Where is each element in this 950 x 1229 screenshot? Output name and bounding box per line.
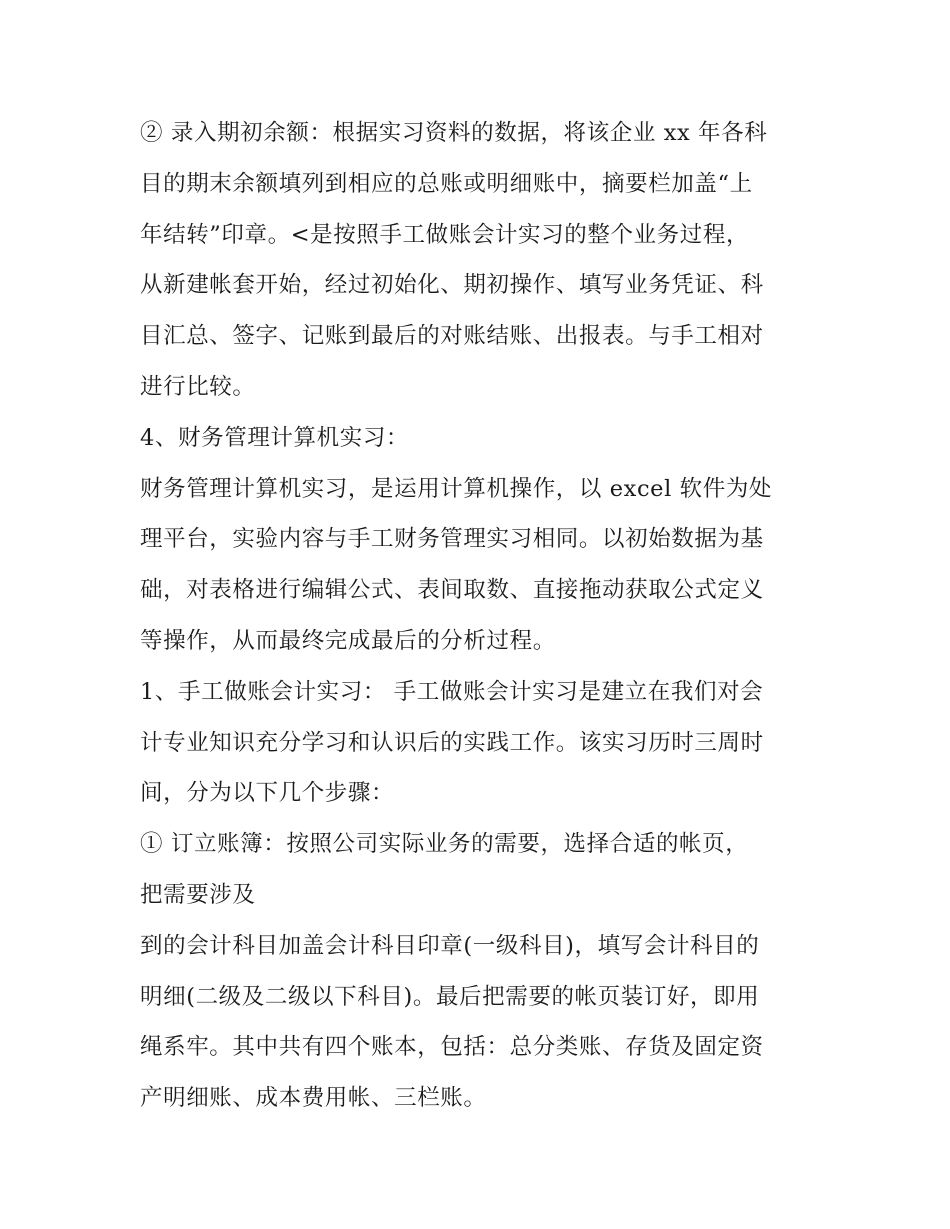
text-line: 明细(二级及二级以下科目)。最后把需要的帐页装订好，即用 (140, 983, 760, 1010)
text-line: 产明细账、成本费用帐、三栏账。 (140, 1085, 487, 1112)
text-line: 目汇总、签字、记账到最后的对账结账、出报表。与手工相对 (140, 323, 764, 350)
body-text (140, 108, 820, 1124)
text-line: 计专业知识充分学习和认识后的实践工作。该实习历时三周时 (140, 729, 764, 756)
text-line: ① 订立账簿：按照公司实际业务的需要，选择合适的帐页， (140, 831, 749, 858)
text-line: 年结转”印章。<是按照手工做账会计实习的整个业务过程， (140, 221, 750, 248)
text-line: 等操作，从而最终完成最后的分析过程。 (140, 627, 556, 654)
text-line: 进行比较。 (140, 373, 256, 400)
section-heading: 1、手工做账会计实习： 手工做账会计实习是建立在我们对会 (140, 678, 764, 705)
text-line: 到的会计科目加盖会计科目印章(一级科目)，填写会计科目的 (140, 932, 760, 959)
text-line: 目的期末余额填列到相应的总账或明细账中，摘要栏加盖“上 (140, 170, 753, 197)
section-heading: 4、财务管理计算机实习： (140, 424, 410, 451)
text-line: 理平台，实验内容与手工财务管理实习相同。以初始数据为基 (140, 526, 764, 553)
text-line: 间，分为以下几个步骤： (140, 780, 395, 807)
text-line: ② 录入期初余额：根据实习资料的数据，将该企业 xx 年各科 (140, 120, 768, 146)
text-line: 础，对表格进行编辑公式、表间取数、直接拖动获取公式定义 (140, 577, 764, 604)
text-line: 把需要涉及 (140, 881, 256, 908)
text-line: 财务管理计算机实习，是运用计算机操作，以 excel 软件为处 (140, 475, 773, 502)
text-line: 从新建帐套开始，经过初始化、期初操作、填写业务凭证、科 (140, 272, 764, 299)
text-line: 绳系牢。其中共有四个账本，包括：总分类账、存货及固定资 (140, 1034, 764, 1061)
